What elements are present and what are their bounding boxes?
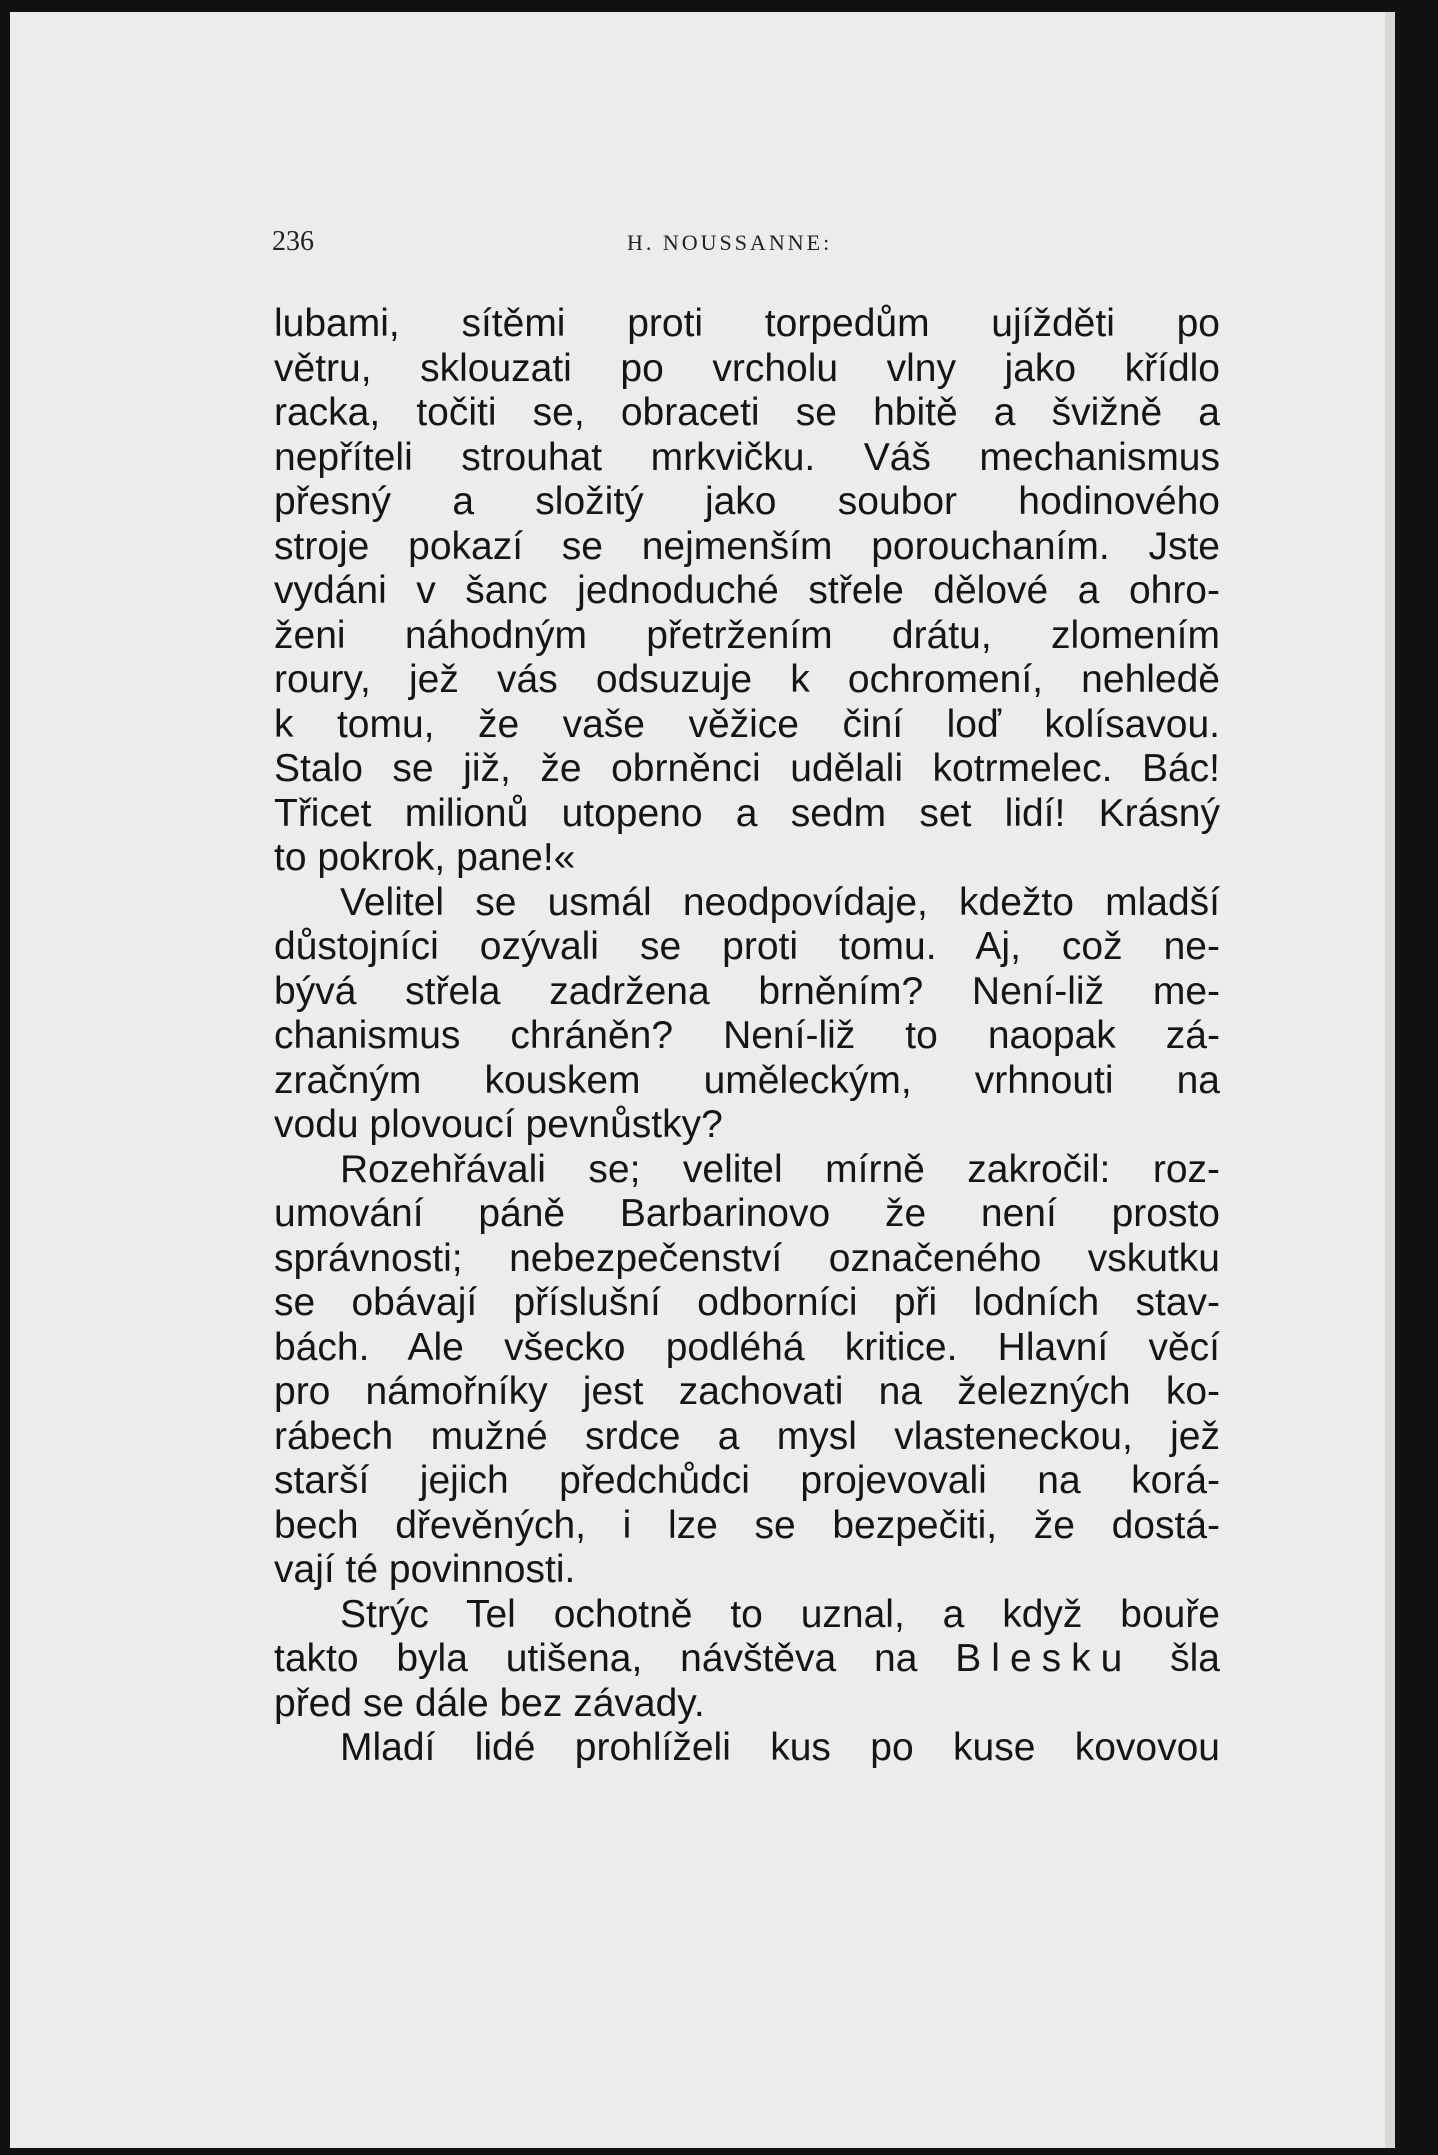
- text-line: Rozehřávali se; velitel mírně zakročil: roz-: [340, 1147, 1220, 1191]
- page-header: [262, 222, 1242, 262]
- text-line: vají té povinnosti.: [274, 1548, 576, 1591]
- text-line: důstojníci ozývali se proti tomu. Aj, což ne-: [274, 925, 1220, 968]
- text-line: ženi náhodným přetržením drátu, zlomením: [274, 613, 1220, 657]
- text-line: Strýc Tel ochotně to uznal, a když bouře: [340, 1592, 1220, 1636]
- text-line: bách. Ale všecko podléhá kritice. Hlavní věcí: [274, 1325, 1220, 1369]
- running-head: H. NOUSSANNE:: [627, 230, 833, 255]
- text-line: bech dřevěných, i lze se bezpečiti, že dostá-: [274, 1503, 1220, 1547]
- text-line: Stalo se již, že obrněnci udělali kotrmelec. Bác!: [274, 747, 1220, 790]
- text-line: vydáni v šanc jednoduché střele dělové a ohro-: [274, 569, 1220, 612]
- text-line: rábech mužné srdce a mysl vlasteneckou, jež: [274, 1414, 1220, 1458]
- text-line: lubami, sítěmi proti torpedům ujížděti po: [274, 302, 1220, 345]
- text-line: Třicet milionů utopeno a sedm set lidí! Krásný: [274, 791, 1220, 835]
- text-line: k tomu, že vaše věžice činí loď kolísavou.: [274, 702, 1220, 746]
- body-text: [274, 302, 1220, 1771]
- text-line: bývá střela zadržena brněním? Není-liž me-: [274, 969, 1220, 1013]
- text-line: vodu plovoucí pevnůstky?: [274, 1103, 723, 1146]
- text-line: pro námořníky jest zachovati na železných ko-: [274, 1370, 1220, 1413]
- text-line: před se dále bez závady.: [274, 1681, 705, 1725]
- text-line: roury, jež vás odsuzuje k ochromení, nehledě: [274, 658, 1220, 701]
- text-line: racka, točiti se, obraceti se hbitě a švižně a: [274, 391, 1220, 434]
- text-line: umování páně Barbarinovo že není prosto: [274, 1192, 1220, 1235]
- text-line: stroje pokazí se nejmenším porouchaním. Jste: [274, 524, 1220, 568]
- text-line: nepříteli strouhat mrkvičku. Váš mechanismus: [274, 435, 1220, 479]
- text-line: větru, sklouzati po vrcholu vlny jako křídlo: [274, 346, 1220, 390]
- text-line: chanismus chráněn? Není-liž to naopak zá-: [274, 1014, 1220, 1057]
- text-line: přesný a složitý jako soubor hodinového: [274, 480, 1220, 523]
- page-edge: [1385, 12, 1395, 2148]
- ship-name: Blesku: [955, 1637, 1133, 1680]
- page-number: 236: [272, 226, 314, 257]
- text-line: Mladí lidé prohlíželi kus po kuse kovovou: [340, 1726, 1220, 1769]
- text-line: to pokrok, pane!«: [274, 836, 576, 879]
- text-lines: [274, 302, 1220, 1593]
- text-line: se obávají příslušní odborníci při lodních stav-: [274, 1281, 1220, 1324]
- text-fragment: šla: [1132, 1637, 1220, 1680]
- text-fragment: takto byla utišena, návštěva na: [274, 1637, 956, 1680]
- text-line: [274, 1637, 1220, 1682]
- text-line: správnosti; nebezpečenství označeného vskutku: [274, 1236, 1220, 1280]
- text-line: zračným kouskem uměleckým, vrhnouti na: [274, 1058, 1220, 1102]
- text-line: starší jejich předchůdci projevovali na korá-: [274, 1459, 1220, 1502]
- text-line: Velitel se usmál neodpovídaje, kdežto mladší: [340, 880, 1220, 924]
